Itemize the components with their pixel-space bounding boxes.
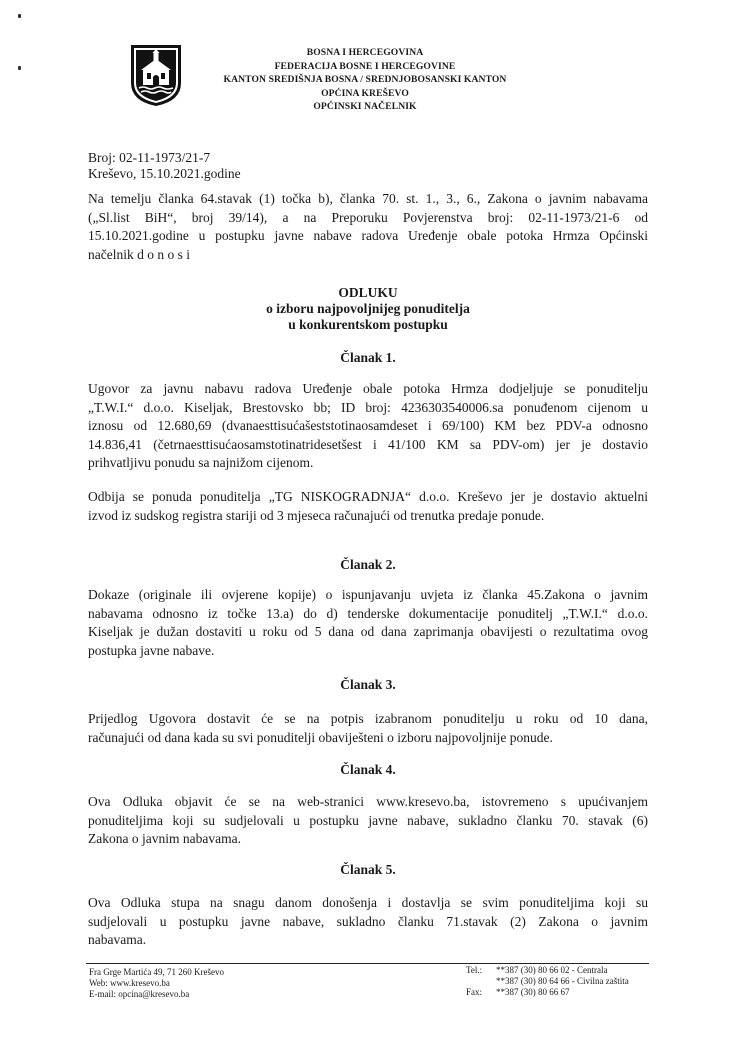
- text-line: Ugovor za javnu nabavu radova Uređenje obale potoka Hrmza dodjeljuje se ponuditelju: [88, 381, 648, 396]
- text-line: načelnik d o n o s i: [88, 246, 190, 262]
- scan-mark: [18, 66, 21, 70]
- place-date: Kreševo, 15.10.2021.godine: [88, 166, 241, 181]
- text-line: 15.10.2021.godine u postupku javne nabave radova Uređenje obale potoka Hrmza Općinski: [88, 228, 648, 244]
- article-paragraph: [88, 710, 648, 747]
- text-line: ponuditeljima koji su sudjelovali u postupku javne nabave, sukladno članku 70. stavak (6): [88, 812, 648, 828]
- text-line: 14.836,41 (četrnaesttisućaosamstotinatridesetšest i 41/100 KM sa PDV-om) jer je dostavio: [88, 436, 648, 452]
- footer-email: E-mail: opcina@kresevo.ba: [89, 989, 190, 999]
- article-paragraph: [88, 488, 648, 525]
- header-line: KANTON SREDIŠNJA BOSNA / SREDNJOBOSANSKI KANTON: [223, 74, 507, 86]
- footer-address: Fra Grge Martića 49, 71 260 Kreševo: [89, 967, 225, 977]
- article-heading: Članak 5.: [340, 862, 396, 877]
- text-line: iznosu od 12.680,69 (dvanaesttisućašeststotinaosamdeset i 69/100) KM bez PDV-a odnosno: [88, 418, 648, 434]
- text-line: računajući od dana kada su svi ponuditelji obaviješteni o izboru najpovoljnije ponude.: [88, 729, 553, 745]
- text-line: Odbija se ponuda ponuditelja „TG NISKOGRADNJA“ d.o.o. Kreševo jer je dostavio aktuelni: [88, 489, 648, 504]
- footer-contact-address: [89, 967, 224, 1000]
- fax-number: **387 (30) 80 66 67: [496, 987, 570, 997]
- tel-number: **387 (30) 80 66 02 - Centrala: [496, 965, 608, 975]
- article-heading: Članak 3.: [340, 677, 396, 692]
- text-line: sudjelovali u postupku javne nabave, sukladno članku 71.stavak (2) Zakona o javnim: [88, 913, 648, 929]
- text-line: nabavama odnosno iz točke 13.a) do d) tenderske dokumentacije ponuditelj „T.W.I.“ d.o.o.: [88, 605, 648, 621]
- text-line: Prijedlog Ugovora dostavit će se na potpis izabranom ponuditelju u roku od 10 dana,: [88, 711, 648, 726]
- footer-divider: [86, 963, 649, 964]
- text-line: postupka javne nabave.: [88, 642, 215, 658]
- text-line: Kiseljak je dužan dostaviti u roku od 5 dana od dana zaprimanja obavijesti o rezultatima ovog: [88, 624, 648, 640]
- decision-subtitle: u konkurentskom postupku: [288, 317, 448, 332]
- preamble: [88, 190, 648, 264]
- tel-number: **387 (30) 80 64 66 - Civilna zaštita: [496, 976, 629, 986]
- article-paragraph: [88, 894, 648, 950]
- decision-title: [88, 285, 648, 333]
- article-paragraph: [88, 380, 648, 473]
- footer-contact-phones: [466, 965, 629, 998]
- article-heading: Članak 1.: [340, 350, 396, 365]
- article-heading: Članak 4.: [340, 762, 396, 777]
- header-line: BOSNA I HERCEGOVINA: [306, 47, 424, 58]
- text-line: („Sl.list BiH“, broj 39/14), a na Preporuku Povjerenstva broj: 02-11-1973/21-6 od: [88, 209, 648, 225]
- tel-label: Tel.:: [466, 965, 483, 975]
- text-line: Dokaze (originale ili ovjerene kopije) o ispunjavanju uvjeta iz članka 45.Zakona o javnim: [88, 587, 648, 602]
- text-line: izvod iz sudskog registra stariji od 3 mjeseca računajući od trenutka predaje ponude.: [88, 507, 545, 523]
- text-line: Ova Odluka objavit će se na web-stranici www.kresevo.ba, istovremeno s upućivanjem: [88, 794, 648, 809]
- text-line: prihvatljivu ponudu sa najnižom cijenom.: [88, 455, 314, 471]
- decision-heading: ODLUKU: [338, 285, 398, 300]
- scan-mark: [18, 14, 21, 18]
- document-reference: [88, 150, 241, 182]
- text-line: Na temelju članka 64.stavak (1) točka b), članka 70. st. 1., 3., 6., Zakona o javnim nabavama: [88, 191, 648, 206]
- footer-web: Web: www.kresevo.ba: [89, 978, 170, 988]
- article-paragraph: [88, 793, 648, 849]
- decision-subtitle: o izboru najpovoljnijeg ponuditelja: [266, 301, 470, 316]
- reference-number: Broj: 02-11-1973/21-7: [88, 150, 211, 165]
- text-line: Ova Odluka stupa na snagu danom donošenja i dostavlja se svim ponuditeljima koji su: [88, 895, 648, 910]
- text-line: nabavama.: [88, 932, 147, 948]
- text-line: Zakona o javnim nabavama.: [88, 831, 241, 847]
- header-line: FEDERACIJA BOSNE I HERCEGOVINE: [274, 60, 456, 72]
- fax-label: Fax:: [466, 987, 483, 997]
- article-heading: Članak 2.: [340, 557, 396, 572]
- municipality-crest-icon: [129, 43, 183, 107]
- issuer-header: [200, 46, 530, 114]
- header-line: OPĆINA KREŠEVO: [321, 87, 409, 99]
- text-line: „T.W.I.“ d.o.o. Kiseljak, Brestovsko bb; ID broj: 4236303540006.sa ponuđenom cijenom u: [88, 399, 648, 415]
- header-line: OPĆINSKI NAČELNIK: [313, 101, 417, 113]
- article-paragraph: [88, 586, 648, 660]
